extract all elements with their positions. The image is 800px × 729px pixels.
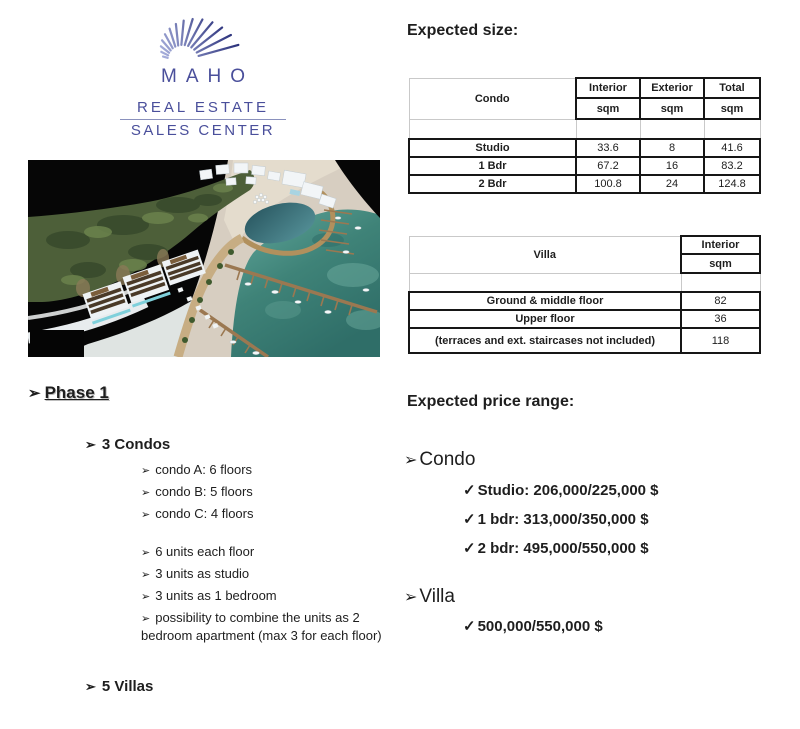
- villas-heading-label: 5 Villas: [101, 678, 154, 695]
- arrow-bullet-icon: ➢: [404, 589, 418, 606]
- row-label: 1 Bdr: [409, 157, 576, 175]
- table-row: [409, 175, 760, 193]
- check-icon: ✓: [463, 482, 476, 499]
- price-item: [463, 510, 659, 528]
- condo-table-label: Condo: [409, 78, 576, 119]
- condos-heading-label: 3 Condos: [101, 436, 171, 453]
- price-villa-label: Villa: [419, 586, 455, 607]
- price-condo-heading: [404, 449, 475, 471]
- list-item: [141, 588, 393, 606]
- development-aerial-rendering: [28, 160, 380, 357]
- list-item: [141, 484, 393, 502]
- price-villa-heading: [404, 586, 455, 608]
- arrow-bullet-icon: ➢: [85, 437, 96, 452]
- phase1-title: Phase 1: [44, 383, 109, 402]
- cell-exterior: 8: [640, 139, 704, 157]
- cell-interior: 67.2: [576, 157, 640, 175]
- row-label: Studio: [409, 139, 576, 157]
- cell-total: 83.2: [704, 157, 760, 175]
- list-item: [141, 544, 393, 562]
- logo-subtitle-real-estate: REAL ESTATE: [137, 99, 269, 116]
- cell-total: 124.8: [704, 175, 760, 193]
- row-label: Ground & middle floor: [409, 292, 681, 310]
- logo-subtitle-sales-center: SALES CENTER: [130, 122, 276, 139]
- price-item: [463, 539, 659, 557]
- row-label: Upper floor: [409, 310, 681, 328]
- arrow-bullet-icon: ➢: [141, 569, 151, 581]
- cell-value: 118: [681, 328, 760, 353]
- table-row: [409, 310, 760, 328]
- arrow-bullet-icon: ➢: [141, 487, 151, 499]
- check-icon: ✓: [463, 618, 476, 635]
- expected-price-title: Expected price range:: [407, 393, 575, 410]
- cell-interior: 33.6: [576, 139, 640, 157]
- fan-logo-icon: [153, 8, 253, 64]
- arrow-bullet-icon: ➢: [85, 679, 96, 694]
- condos-heading: [85, 436, 170, 453]
- unit-cell: sqm: [681, 254, 760, 273]
- col-header-total: Total: [704, 78, 760, 98]
- list-item: [141, 462, 393, 480]
- row-label: (terraces and ext. staircases not included): [409, 328, 681, 353]
- price-item-label: Studio: 206,000/225,000 $: [477, 482, 659, 499]
- table-row: [409, 139, 760, 157]
- arrow-bullet-icon: ➢: [404, 452, 418, 469]
- unit-cell: sqm: [576, 98, 640, 119]
- list-item-label: 3 units as studio: [155, 566, 250, 581]
- condo-units-list: [141, 544, 393, 648]
- villas-heading: [85, 678, 153, 695]
- list-item: [141, 506, 393, 524]
- price-condo-label: Condo: [419, 449, 476, 470]
- list-item-label: 6 units each floor: [155, 544, 255, 559]
- price-item-label: 2 bdr: 495,000/550,000 $: [477, 540, 649, 557]
- price-item: [463, 481, 659, 499]
- row-label: 2 Bdr: [409, 175, 576, 193]
- villa-table-label: Villa: [409, 236, 681, 273]
- expected-size-title: Expected size:: [407, 22, 519, 39]
- maho-logo: [108, 8, 298, 139]
- unit-cell: sqm: [640, 98, 704, 119]
- table-row: [409, 292, 760, 310]
- list-item: [141, 566, 393, 584]
- col-header-interior: Interior: [681, 236, 760, 254]
- cell-exterior: 16: [640, 157, 704, 175]
- list-item: [141, 610, 393, 643]
- villa-price-list: [463, 617, 603, 646]
- list-item-label: possibility to combine the units as 2 bedroom apartment (max 3 for each floor): [141, 610, 382, 643]
- price-item: [463, 617, 603, 635]
- condo-price-list: [463, 481, 659, 568]
- list-item-label: condo B: 5 floors: [155, 484, 253, 499]
- list-item-label: 3 units as 1 bedroom: [155, 588, 277, 603]
- check-icon: ✓: [463, 511, 476, 528]
- spacer-row: [409, 273, 760, 292]
- table-row: [409, 157, 760, 175]
- logo-divider: [120, 119, 286, 120]
- cell-exterior: 24: [640, 175, 704, 193]
- list-item-label: condo C: 4 floors: [155, 506, 254, 521]
- arrow-bullet-icon: ➢: [141, 591, 151, 603]
- phase1-heading: [28, 383, 109, 403]
- arrow-bullet-icon: ➢: [141, 465, 151, 477]
- cell-value: 82: [681, 292, 760, 310]
- price-item-label: 1 bdr: 313,000/350,000 $: [477, 511, 649, 528]
- arrow-bullet-icon: ➢: [141, 613, 151, 625]
- cell-interior: 100.8: [576, 175, 640, 193]
- cell-value: 36: [681, 310, 760, 328]
- condo-floors-list: [141, 462, 393, 528]
- list-item-label: condo A: 6 floors: [155, 462, 253, 477]
- arrow-bullet-icon: ➢: [141, 547, 151, 559]
- price-item-label: 500,000/550,000 $: [477, 618, 603, 635]
- spacer-row: [409, 119, 760, 139]
- arrow-bullet-icon: ➢: [28, 385, 41, 402]
- check-icon: ✓: [463, 540, 476, 557]
- cell-total: 41.6: [704, 139, 760, 157]
- col-header-exterior: Exterior: [640, 78, 704, 98]
- condo-size-table: [408, 77, 761, 194]
- unit-cell: sqm: [704, 98, 760, 119]
- arrow-bullet-icon: ➢: [141, 509, 151, 521]
- villa-size-table: [408, 235, 761, 354]
- col-header-interior: Interior: [576, 78, 640, 98]
- logo-title: MAHO: [161, 66, 254, 87]
- table-row: [409, 328, 760, 353]
